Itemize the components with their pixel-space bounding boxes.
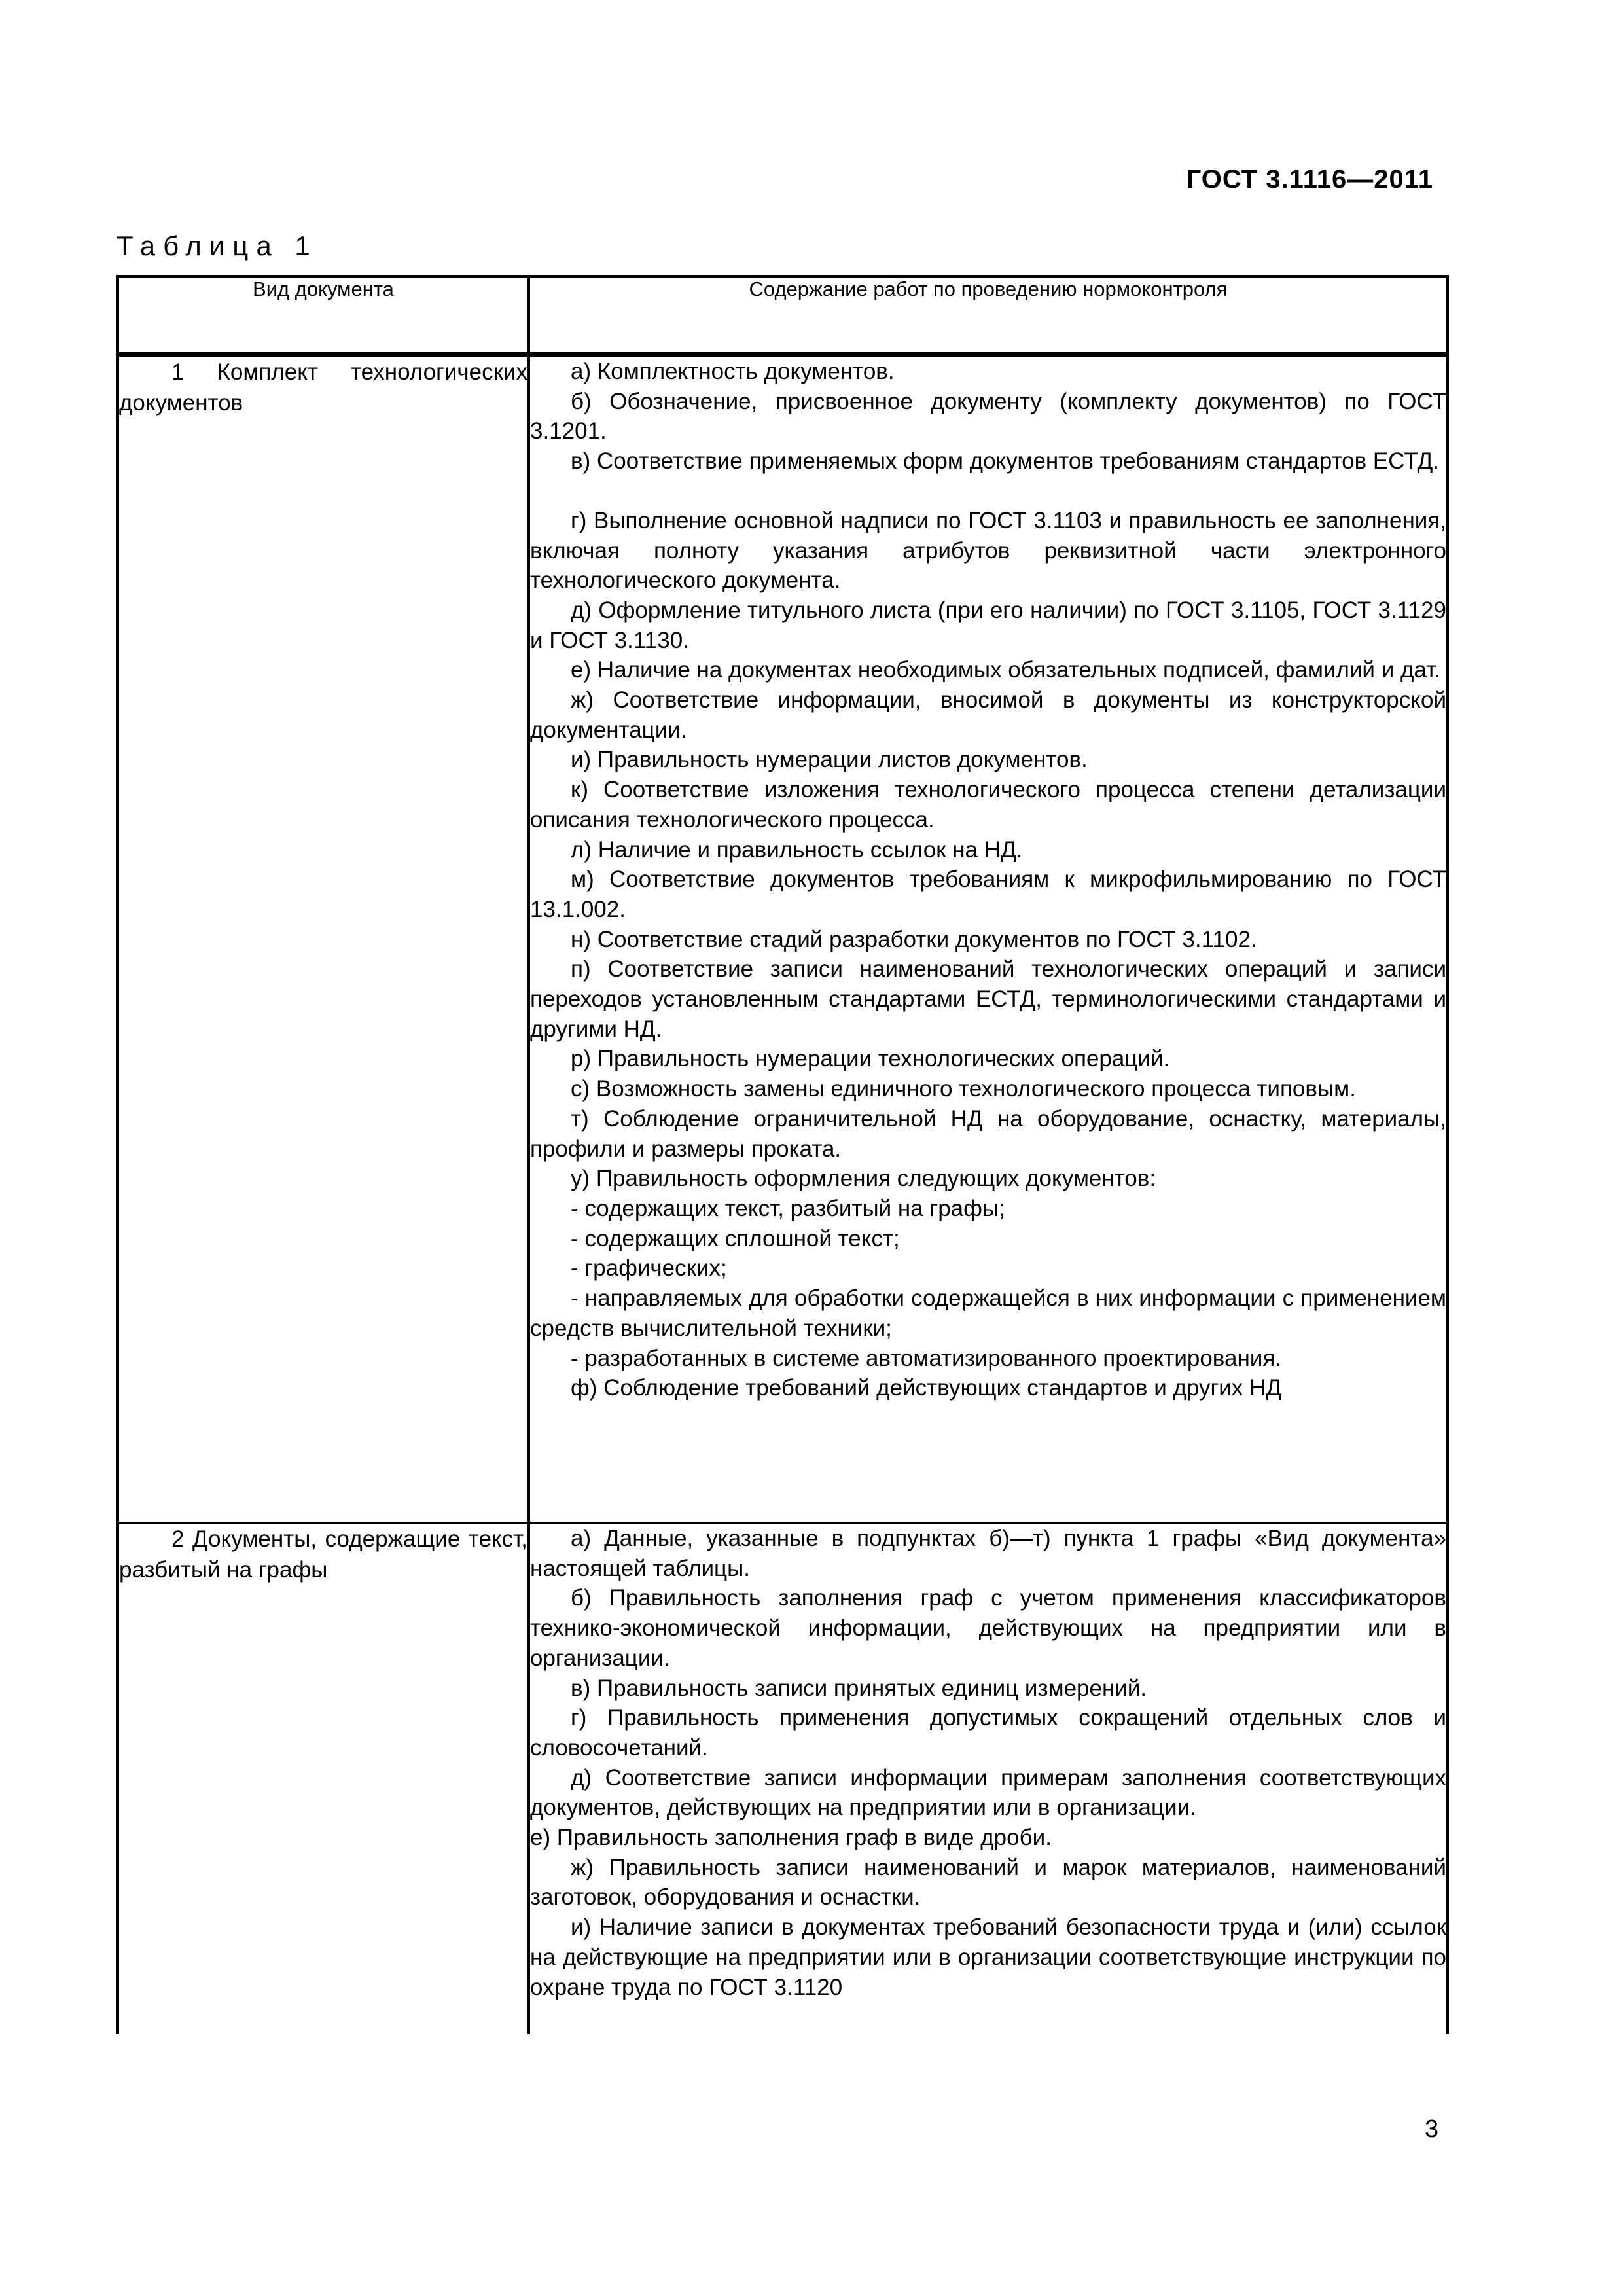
sub-list-item: - содержащих сплошной текст; xyxy=(571,1225,900,1251)
list-item: б) Правильность заполнения граф с учетом применения классификаторов технико-экономической информации, действующих на предприятии или в организации. xyxy=(530,1585,1446,1671)
list-item: п) Соответствие записи наименований технологических операций и записи переходов установленным стандартами ЕСТД, терминологическими стандартами и другими НД. xyxy=(530,956,1446,1042)
list-item: с) Возможность замены единичного технологического процесса типовым. xyxy=(571,1076,1356,1102)
list-item: е) Наличие на документах необходимых обязательных подписей, фамилий и дат. xyxy=(571,657,1440,683)
list-item: е) Правильность заполнения граф в виде дроби. xyxy=(530,1825,1052,1851)
table-row xyxy=(118,1523,1448,2035)
list-item: ф) Соблюдение требований действующих стандартов и других НД xyxy=(571,1375,1281,1401)
list-item: л) Наличие и правильность ссылок на НД. xyxy=(571,836,1023,863)
list-item: и) Наличие записи в документах требований безопасности труда и (или) ссылок на действующие на предприятии или в организации соответствующие инструкции по охране труда по ГОСТ 3.1120 xyxy=(530,1914,1446,2000)
row-label: 1 Комплект технологических документов xyxy=(119,359,527,416)
list-item: т) Соблюдение ограничительной НД на оборудование, оснастку, материалы, профили и размеры проката. xyxy=(530,1105,1446,1162)
list-item: в) Правильность записи принятых единиц измерений. xyxy=(571,1675,1147,1701)
list-item: в) Соответствие применяемых форм документов требованиям стандартов ЕСТД. xyxy=(571,448,1440,475)
column-header-work-content: Содержание работ по проведению нормоконтроля xyxy=(529,276,1448,355)
list-item: у) Правильность оформления следующих документов: xyxy=(571,1166,1156,1192)
list-item: д) Соответствие записи информации примерам заполнения соответствующих документов, действующих на предприятии или в организации. xyxy=(530,1765,1446,1821)
list-item: а) Комплектность документов. xyxy=(571,359,895,384)
page-number: 3 xyxy=(1425,2115,1439,2143)
list-item: г) Правильность применения допустимых сокращений отдельных слов и словосочетаний. xyxy=(530,1705,1446,1761)
row-label-cell xyxy=(118,355,529,1523)
row-content-cell xyxy=(529,1523,1448,2035)
list-item: г) Выполнение основной надписи по ГОСТ 3.1103 и правильность ее заполнения, включая полноту указания атрибутов реквизитной части электронного технологического документа. xyxy=(530,507,1446,594)
requirements-table xyxy=(116,275,1449,2034)
list-item: а) Данные, указанные в подпунктах б)—т) пункта 1 графы «Вид документа» настоящей таблицы. xyxy=(530,1526,1446,1581)
list-item: р) Правильность нумерации технологических операций. xyxy=(571,1046,1170,1072)
standard-designation: ГОСТ 3.1116—2011 xyxy=(1186,165,1433,194)
list-item: м) Соответствие документов требованиям к микрофильмированию по ГОСТ 13.1.002. xyxy=(530,867,1446,922)
list-item: и) Правильность нумерации листов документов. xyxy=(571,747,1088,773)
sub-list-item: - содержащих текст, разбитый на графы; xyxy=(571,1195,1005,1221)
list-item: к) Соответствие изложения технологического процесса степени детализации описания технологического процесса. xyxy=(530,777,1446,833)
table-row xyxy=(118,355,1448,1523)
row-content-cell xyxy=(529,355,1448,1523)
row-label-cell xyxy=(118,1523,529,2035)
list-item: б) Обозначение, присвоенное документу (комплекту документов) по ГОСТ 3.1201. xyxy=(530,388,1446,444)
sub-list-item: - разработанных в системе автоматизированного проектирования. xyxy=(571,1345,1282,1371)
sub-list-item: - графических; xyxy=(571,1255,727,1282)
table-caption: Таблица 1 xyxy=(116,230,318,261)
list-item: ж) Соответствие информации, вносимой в документы из конструкторской документации. xyxy=(530,687,1446,743)
list-item: д) Оформление титульного листа (при его наличии) по ГОСТ 3.1105, ГОСТ 3.1129 и ГОСТ 3.1130. xyxy=(530,597,1446,653)
table-header-row xyxy=(118,276,1448,355)
row-label: 2 Документы, содержащие текст, разбитый на графы xyxy=(119,1526,527,1583)
list-item: н) Соответствие стадий разработки документов по ГОСТ 3.1102. xyxy=(571,926,1257,952)
sub-list-item: - направляемых для обработки содержащейся в них информации с применением средств вычислительной техники; xyxy=(530,1285,1446,1341)
list-item: ж) Правильность записи наименований и марок материалов, наименований заготовок, оборудования и оснастки. xyxy=(530,1854,1446,1910)
column-header-document-type: Вид документа xyxy=(118,276,529,355)
